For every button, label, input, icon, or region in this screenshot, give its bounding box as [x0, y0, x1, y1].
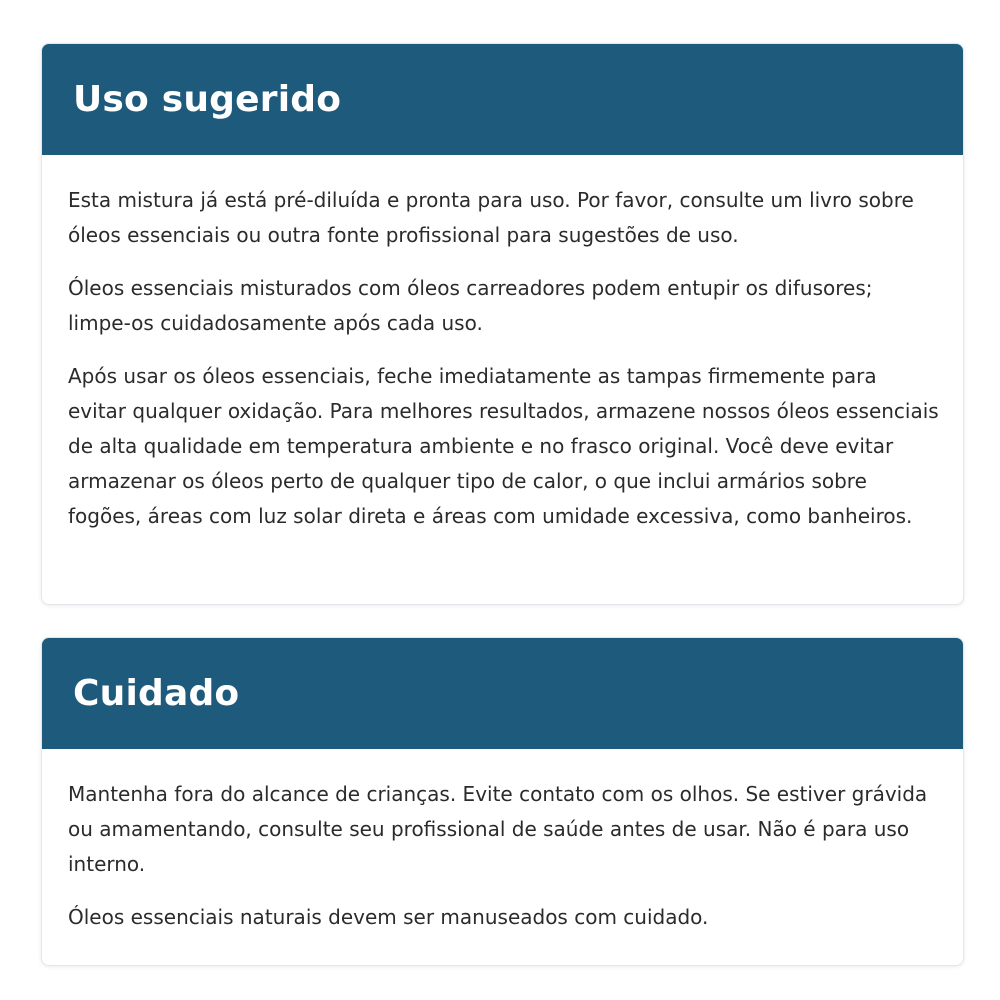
suggested-use-title: Uso sugerido	[73, 79, 342, 120]
suggested-use-body	[42, 155, 963, 534]
suggested-use-paragraph-1: Esta mistura já está pré-diluída e pronta para uso. Por favor, consulte um livro sobre óleos essenciais ou outra fonte profissional para sugestões de uso.	[68, 188, 914, 247]
caution-paragraph-1: Mantenha fora do alcance de crianças. Evite contato com os olhos. Se estiver grávida ou amamentando, consulte seu profissional de saúde antes de usar. Não é para uso interno.	[68, 782, 928, 876]
suggested-use-paragraph-2: Óleos essenciais misturados com óleos carreadores podem entupir os difusores; limpe-os cuidadosamente após cada uso.	[68, 276, 873, 335]
caution-body	[42, 749, 963, 935]
caution-card	[41, 637, 964, 966]
suggested-use-header	[42, 44, 963, 155]
suggested-use-paragraph-3: Após usar os óleos essenciais, feche imediatamente as tampas firmemente para evitar qualquer oxidação. Para melhores resultados, armazene nossos óleos essenciais de alta qualidade em temperatura ambiente e no frasco original. Você deve evitar armazenar os óleos perto de qualquer tipo de calor, o que inclui armários sobre fogões, áreas com luz solar direta e áreas com umidade excessiva, como banheiros.	[68, 364, 939, 528]
caution-paragraph-2: Óleos essenciais naturais devem ser manuseados com cuidado.	[68, 905, 709, 929]
suggested-use-card	[41, 43, 964, 605]
caution-title: Cuidado	[73, 673, 240, 714]
caution-header	[42, 638, 963, 749]
